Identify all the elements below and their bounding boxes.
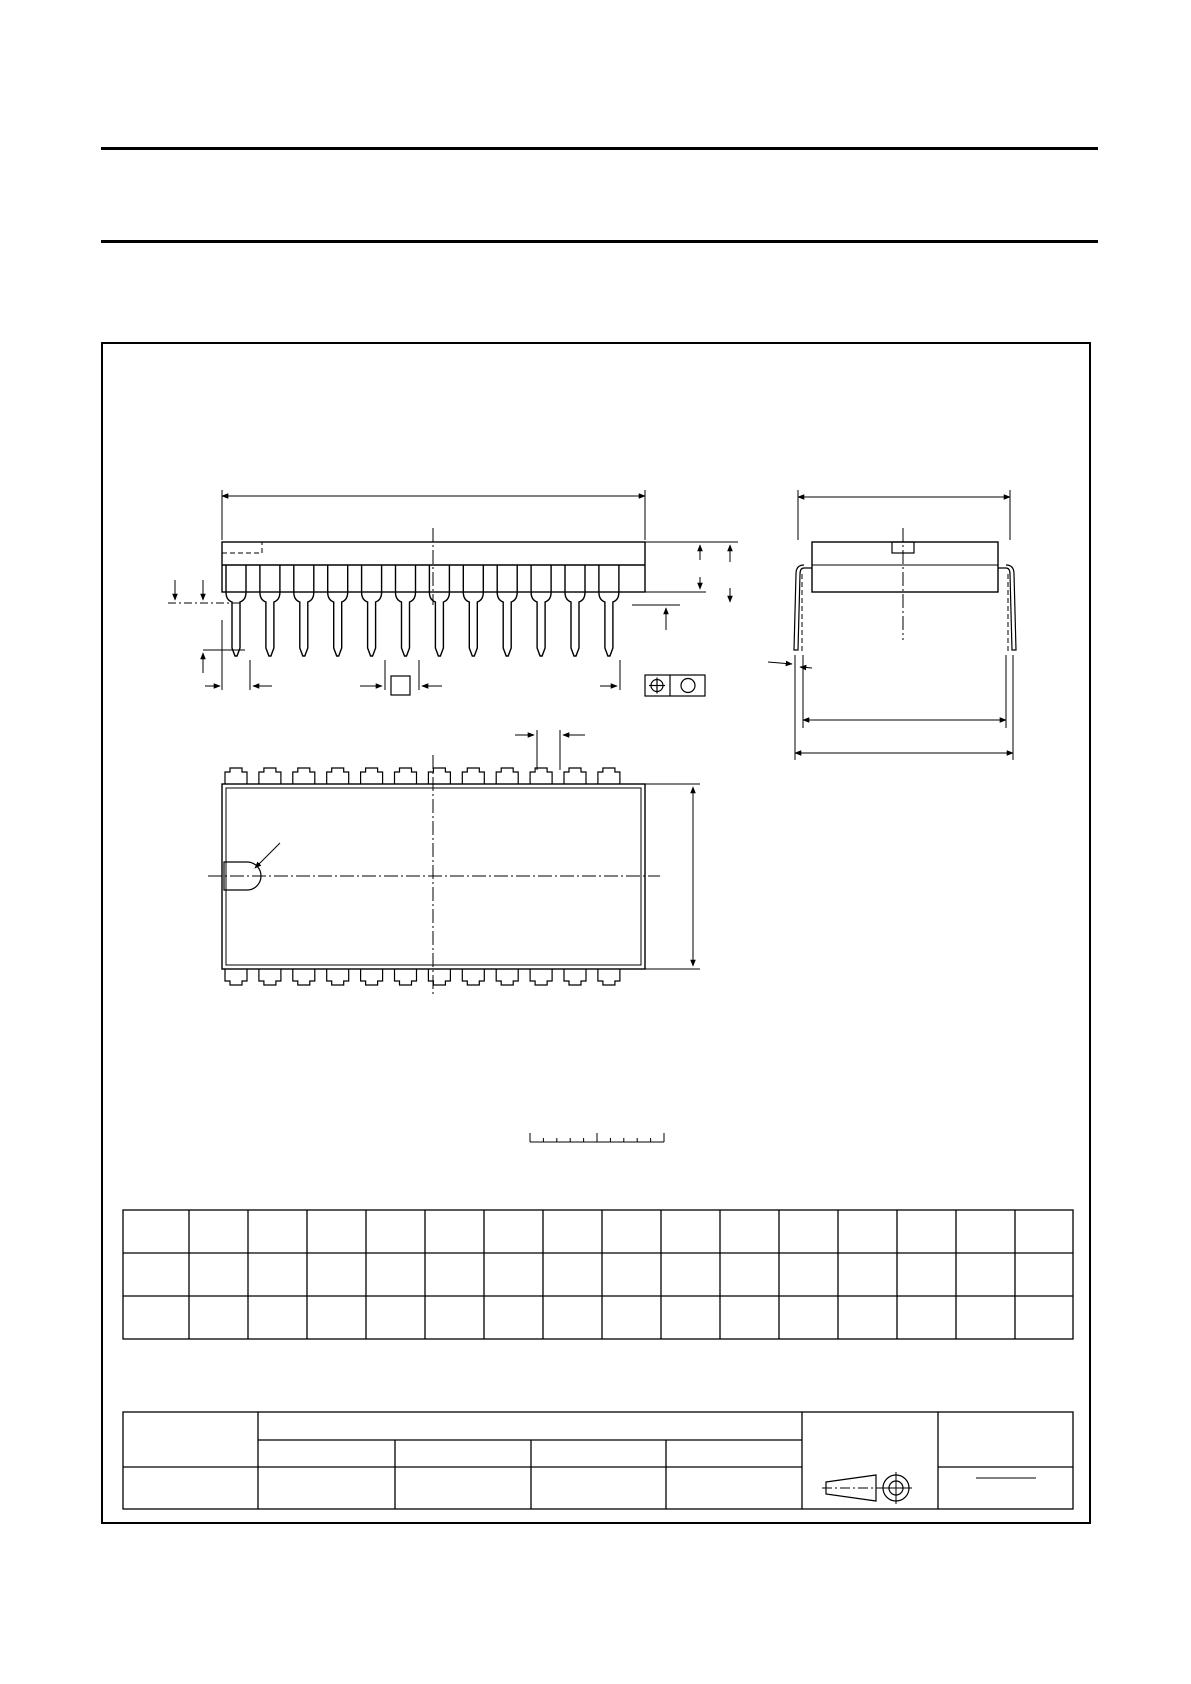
top-view bbox=[208, 730, 700, 996]
dimensions-table bbox=[123, 1210, 1073, 1339]
top-pin-6 bbox=[395, 768, 417, 784]
lead-thickness-arrow-b bbox=[800, 667, 812, 668]
side-lead-1 bbox=[226, 565, 246, 656]
outline-frame bbox=[102, 343, 1090, 1523]
bottom-pin-17 bbox=[462, 969, 484, 985]
lead-thickness-arrow-a bbox=[768, 662, 792, 664]
bottom-pin-18 bbox=[428, 969, 450, 985]
position-tolerance-symbol bbox=[645, 675, 705, 696]
end-view-left-lead bbox=[794, 565, 812, 650]
index-pointer bbox=[255, 843, 280, 868]
end-view bbox=[768, 490, 1016, 760]
top-pin-8 bbox=[462, 768, 484, 784]
side-view-leads bbox=[226, 565, 619, 656]
bottom-pin-13 bbox=[598, 969, 620, 985]
side-lead-4 bbox=[328, 565, 348, 656]
end-view-body bbox=[812, 542, 998, 592]
top-pin-7 bbox=[428, 768, 450, 784]
bottom-pin-16 bbox=[496, 969, 518, 985]
top-pin-4 bbox=[327, 768, 349, 784]
top-pin-12 bbox=[598, 768, 620, 784]
bottom-pin-14 bbox=[564, 969, 586, 985]
top-pin-9 bbox=[496, 768, 518, 784]
side-lead-7 bbox=[429, 565, 449, 656]
bottom-pin-15 bbox=[530, 969, 552, 985]
top-pin-1 bbox=[225, 768, 247, 784]
side-lead-8 bbox=[463, 565, 483, 656]
side-lead-6 bbox=[396, 565, 416, 656]
pin1-notch bbox=[222, 542, 262, 553]
bottom-pin-21 bbox=[327, 969, 349, 985]
side-view bbox=[168, 490, 738, 696]
bottom-pin-19 bbox=[395, 969, 417, 985]
side-lead-11 bbox=[565, 565, 585, 656]
bottom-pin-23 bbox=[259, 969, 281, 985]
top-pin-3 bbox=[293, 768, 315, 784]
top-pin-11 bbox=[564, 768, 586, 784]
side-lead-2 bbox=[260, 565, 280, 656]
bottom-pin-22 bbox=[293, 969, 315, 985]
side-lead-10 bbox=[531, 565, 551, 656]
scale-bar bbox=[530, 1133, 664, 1142]
top-pin-5 bbox=[361, 768, 383, 784]
bottom-pin-24 bbox=[225, 969, 247, 985]
bottom-pin-20 bbox=[361, 969, 383, 985]
side-lead-3 bbox=[294, 565, 314, 656]
end-view-right-lead bbox=[998, 565, 1016, 650]
top-pin-2 bbox=[259, 768, 281, 784]
first-angle-projection-symbol bbox=[822, 1472, 912, 1504]
side-lead-5 bbox=[362, 565, 382, 656]
side-lead-12 bbox=[599, 565, 619, 656]
datum-square bbox=[391, 676, 410, 695]
top-pin-10 bbox=[530, 768, 552, 784]
side-lead-9 bbox=[497, 565, 517, 656]
outline-version-table bbox=[123, 1412, 1073, 1509]
